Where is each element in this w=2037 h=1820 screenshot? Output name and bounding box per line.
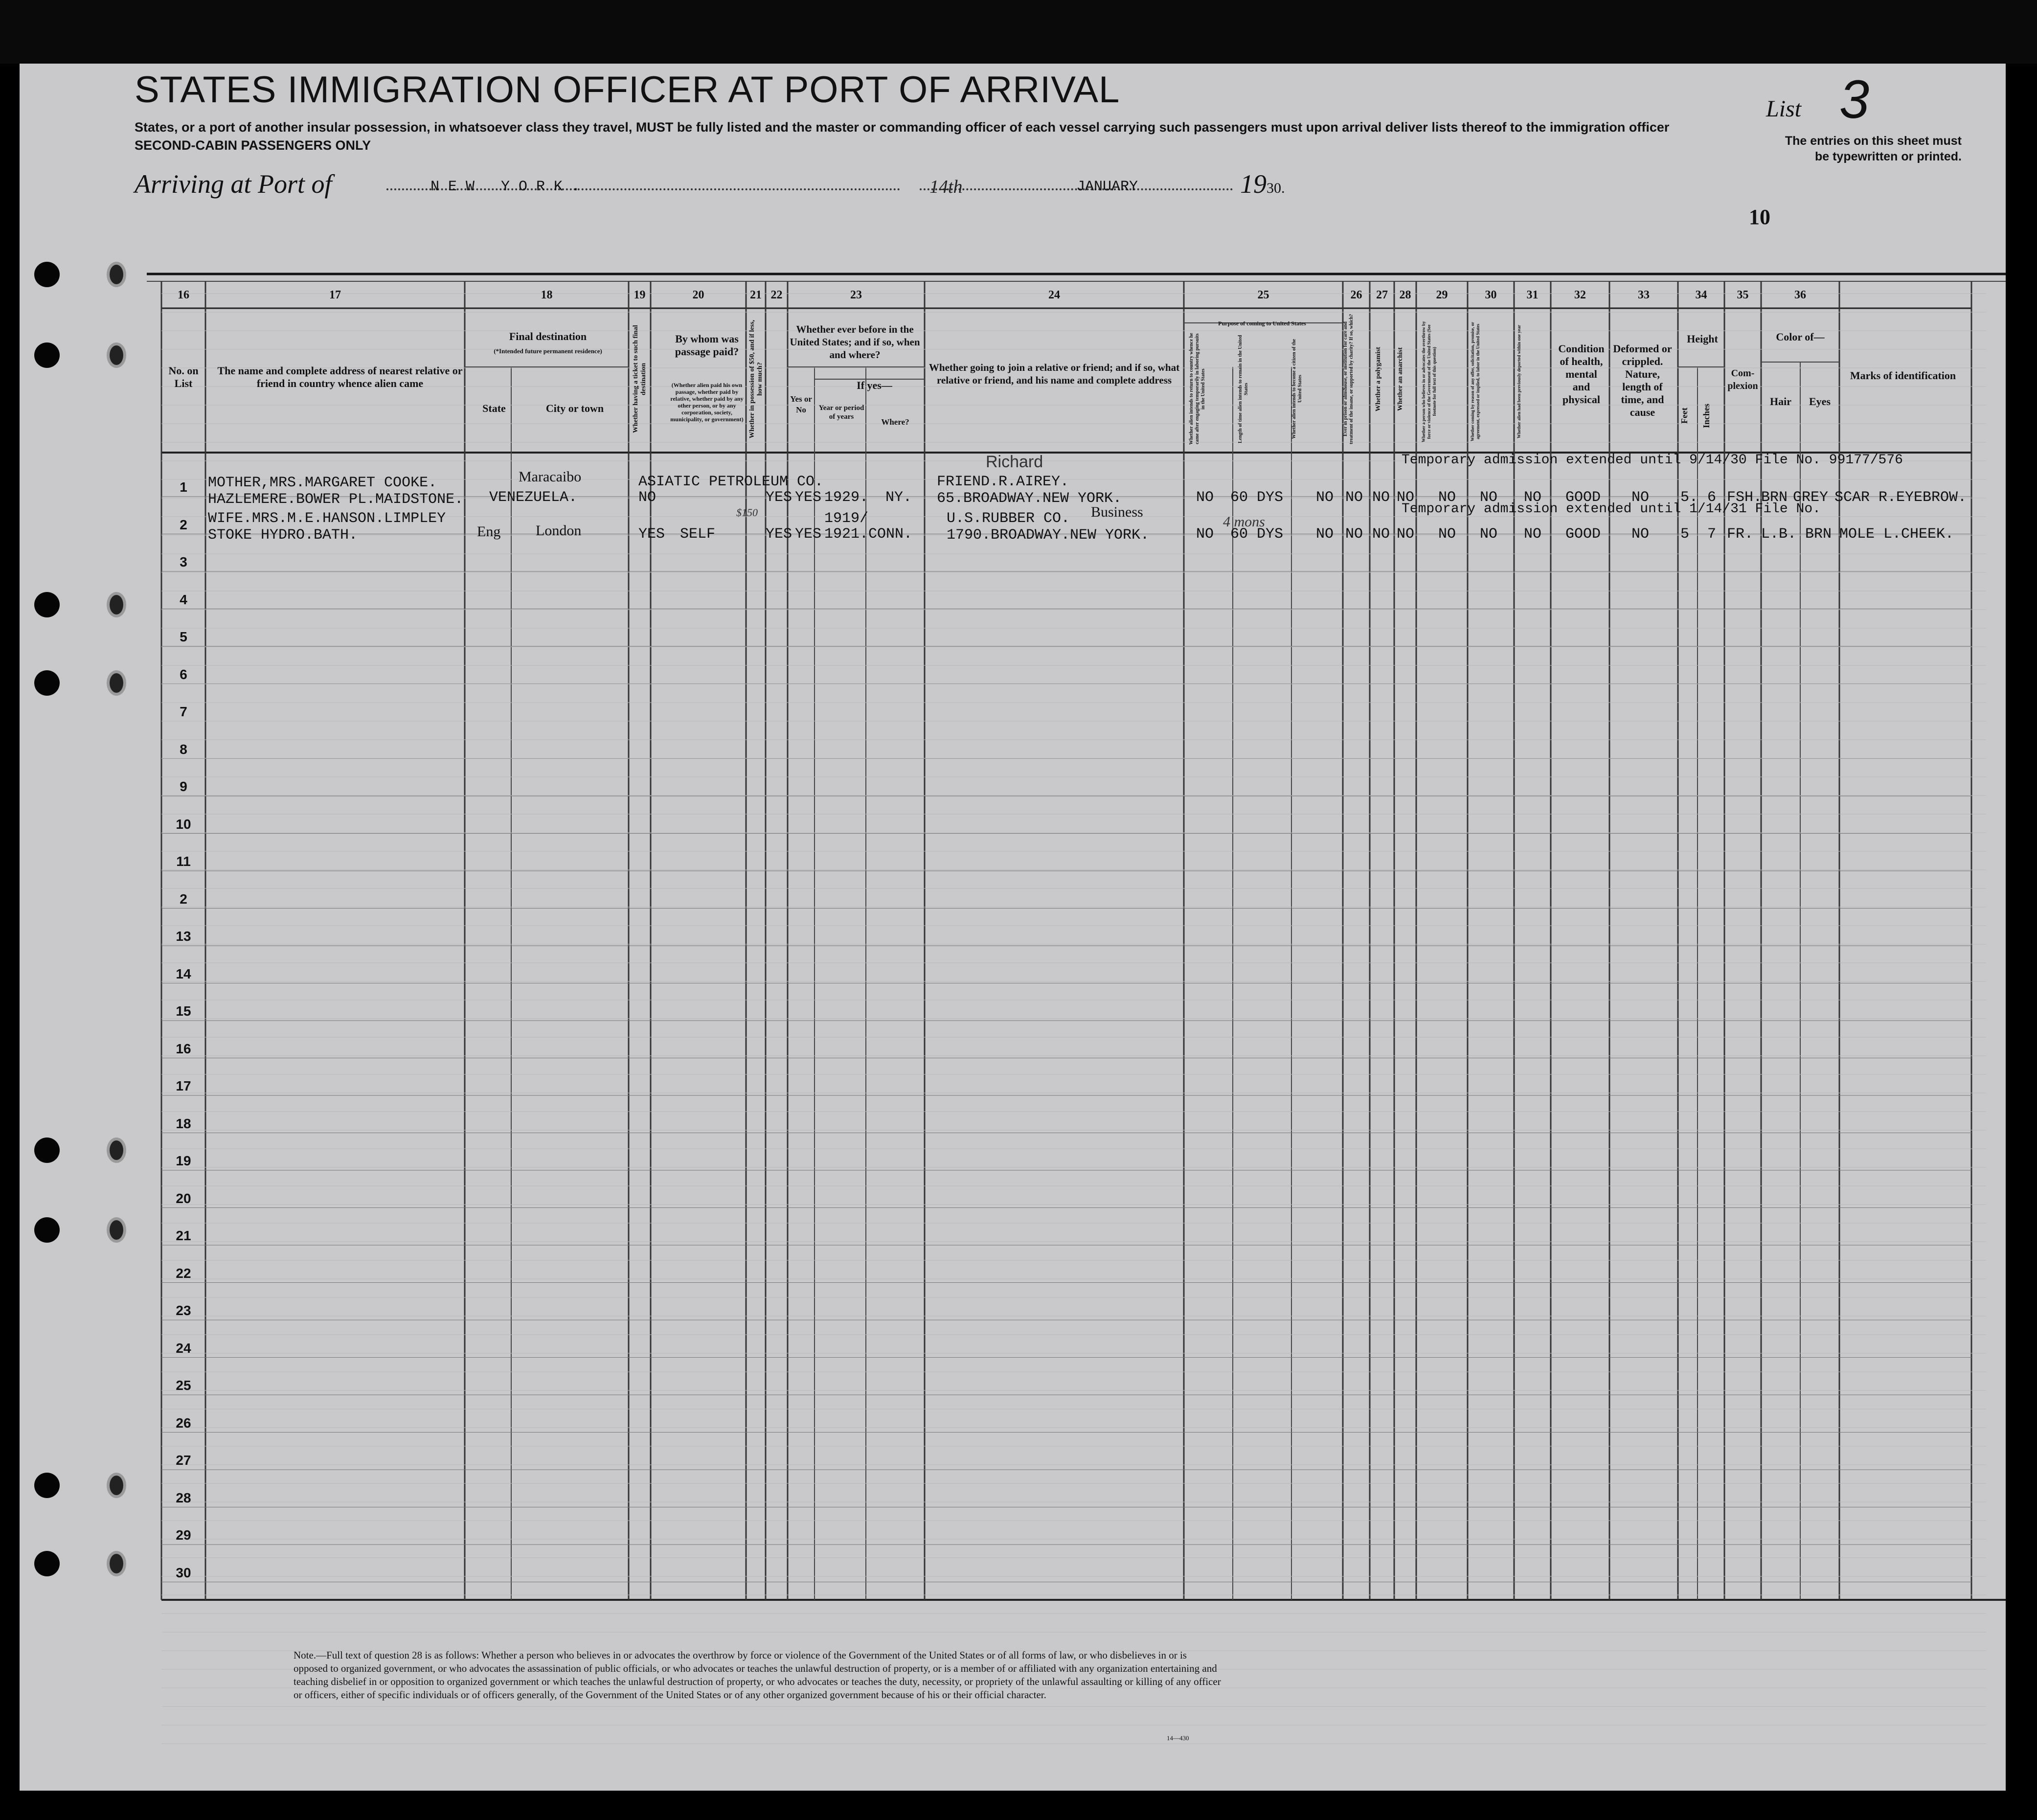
entry1-years: 1929.: [824, 489, 869, 506]
year-value: 1930.: [1240, 169, 1285, 199]
entry1-fifty: YES: [766, 489, 792, 506]
entry2-q27: NO: [1397, 526, 1415, 543]
entry2-feet: 5: [1680, 526, 1690, 543]
entry2-q29: NO: [1480, 526, 1498, 543]
column-number: 21: [750, 289, 762, 301]
header-where: Where?: [881, 417, 909, 427]
row-number: 20: [176, 1190, 191, 1206]
entry1-city: Maracaibo: [519, 469, 582, 485]
header-ever-before: Whether ever before in the United States; and if so, when and where?: [790, 323, 920, 361]
entry2-annotation: Temporary admission extended until 1/14/31 File No.: [1402, 501, 1821, 517]
row-number: 2: [180, 517, 187, 532]
row-number: 5: [180, 629, 187, 644]
header-ticket: Whether having a ticket to such final destination: [632, 325, 647, 433]
column-number: 35: [1737, 289, 1749, 301]
list-label: List: [1766, 96, 1802, 122]
column-number: 31: [1526, 289, 1539, 301]
entry2-passage: SELF: [680, 526, 716, 543]
entry2-health: GOOD: [1565, 526, 1601, 543]
entry1-q30: NO: [1524, 489, 1542, 506]
column-number: 19: [634, 289, 646, 301]
row-number: 6: [180, 666, 187, 682]
column-number: 29: [1436, 289, 1448, 301]
header-health: Condition of health, mental and physical: [1558, 342, 1605, 406]
entry1-ticket: NO: [638, 489, 656, 506]
entry1-ever-before: YES: [795, 489, 822, 506]
entry1-feet: 5.: [1680, 489, 1698, 506]
column-number: 28: [1399, 289, 1411, 301]
column-number: 17: [329, 289, 341, 301]
column-number: 20: [692, 289, 704, 301]
row-number: 27: [176, 1453, 191, 1468]
row-number: 25: [176, 1378, 191, 1393]
entry2-join-note: Business: [1091, 504, 1143, 520]
column-number: 23: [850, 289, 862, 301]
page-number: 10: [1749, 205, 1770, 229]
header-marks: Marks of identification: [1850, 369, 1956, 382]
header-no-on-list: No. on List: [168, 364, 199, 389]
header-prison: Ever in prison or almshouse, or institution for care and treatment of the insane, or supported by charity? If so, which?: [1343, 314, 1354, 445]
column-number: 36: [1794, 289, 1806, 301]
header-state: State: [482, 402, 506, 414]
row-number: 19: [176, 1153, 191, 1168]
entry2-marks: MOLE L.CHEEK.: [1839, 526, 1954, 543]
header-purpose-a: Whether alien intends to return to country whence he came after engaging temporarily in laboring pursuits in the United States: [1189, 333, 1206, 445]
column-number: 33: [1638, 289, 1650, 301]
column-number: 18: [541, 289, 553, 301]
entry1-q29: NO: [1480, 489, 1498, 506]
row-number: 4: [180, 592, 187, 607]
entry1-join-note: Richard: [986, 453, 1043, 471]
entry2-q24b: 60 DYS: [1230, 526, 1284, 543]
passenger-class: SECOND-CABIN PASSENGERS ONLY: [135, 138, 371, 153]
header-polygamist: Whether a polygamist: [1375, 347, 1382, 411]
header-inches: Inches: [1701, 404, 1711, 429]
row-number: 11: [176, 854, 191, 869]
column-number: 27: [1376, 289, 1388, 301]
header-purpose-b: Length of time alien intends to remain in the United States: [1238, 335, 1249, 443]
entry1-health: GOOD: [1565, 489, 1601, 506]
entry2-years: 1921.: [824, 526, 869, 543]
entry2-q28: NO: [1438, 526, 1456, 543]
entry1-q24c: NO: [1316, 489, 1334, 506]
entry1-join: FRIEND.R.AIREY. 65.BROADWAY.NEW YORK.: [937, 474, 1122, 507]
months-note: 4 mons: [1223, 514, 1265, 530]
header-q29: Whether coming by reason of any offer, solicitation, promise, or agreement, expressed or implied, to labor in the United States: [1470, 321, 1480, 442]
entry2-q24a: NO: [1196, 526, 1214, 543]
entry2-ticket: YES: [638, 526, 665, 543]
column-number: 16: [178, 289, 189, 301]
row-number: 22: [176, 1265, 191, 1281]
entry1-relative: MOTHER,MRS.MARGARET COOKE. HAZLEMERE.BOWER PL.MAIDSTONE.: [208, 475, 464, 508]
row-number: 1: [180, 479, 187, 495]
entry1-where: NY.: [885, 489, 912, 506]
entry1-inches: 6: [1707, 489, 1717, 506]
entry2-years-1: 1919/: [824, 510, 869, 527]
row-number: 2: [180, 891, 187, 907]
column-number: 22: [770, 289, 783, 301]
entry2-state: Eng: [477, 523, 501, 540]
row-number: 30: [176, 1565, 191, 1580]
header-q28: Whether a person who believes in or advocates the overthrow by force or violence of the Government of the United States (See footnote for full text of this question): [1421, 321, 1437, 442]
entry1-q24a: NO: [1196, 489, 1214, 506]
header-yes-no: Yes or No: [790, 394, 812, 414]
header-fifty-dollars: Whether in possession of $50, and if less, how much?: [748, 319, 764, 439]
entry1-annotation: Temporary admission extended until 9/14/30 File No. 99177/576: [1402, 453, 1903, 468]
row-number: 16: [176, 1041, 191, 1056]
row-number: 14: [176, 966, 191, 981]
entry2-q25: NO: [1345, 526, 1363, 543]
row-number: 18: [176, 1115, 191, 1131]
entry2-q30: NO: [1524, 526, 1542, 543]
entry1-eyes: GREY: [1793, 489, 1829, 506]
entry2-q24c: NO: [1316, 526, 1334, 543]
header-purpose-c: Whether alien intends to become a citizen of the United States: [1291, 339, 1303, 439]
header-final-destination: Final destination: [509, 330, 587, 342]
row-number: 21: [176, 1228, 191, 1243]
header-passage-paid: By whom was passage paid?: [675, 333, 739, 358]
column-number: 32: [1574, 289, 1586, 301]
entry1-hair: BRN: [1761, 489, 1788, 506]
column-number: 34: [1695, 289, 1707, 301]
entry1-q26: NO: [1372, 489, 1390, 506]
entry2-join: U.S.RUBBER CO. 1790.BROADWAY.NEW YORK.: [947, 510, 1150, 544]
row-number: 9: [180, 779, 187, 794]
entry1-marks: SCAR R.EYEBROW.: [1834, 489, 1967, 506]
header-deformed: Deformed or crippled. Nature, length of time, and cause: [1613, 342, 1672, 418]
header-height: Height: [1687, 333, 1718, 345]
entry2-q26: NO: [1372, 526, 1390, 543]
form-intro: States, or a port of another insular possession, in whatsoever class they travel, MUST be fully listed and the master or commanding officer of each vessel carrying such passengers must upon arrival deliver lists thereof to the immigration officer: [135, 120, 1670, 135]
header-purpose: Purpose of coming to United States: [1218, 320, 1306, 327]
entry1-state: VENEZUELA.: [489, 489, 578, 506]
header-anarchist: Whether an anarchist: [1397, 347, 1404, 411]
entry2-where: CONN.: [868, 526, 913, 543]
row-number: 24: [176, 1340, 191, 1356]
header-nearest-relative: The name and complete address of nearest relative or friend in country whence alien came: [217, 364, 463, 389]
row-number: 29: [176, 1527, 191, 1543]
entry2-complexion: FR.: [1727, 526, 1754, 543]
row-number: 28: [176, 1490, 191, 1505]
column-number: 24: [1048, 289, 1060, 301]
row-number: 13: [176, 929, 191, 944]
form-number: 14—430: [1167, 1734, 1189, 1742]
entry2-relative: WIFE.MRS.M.E.HANSON.LIMPLEY STOKE HYDRO.BATH.: [208, 510, 446, 544]
row-number: 26: [176, 1415, 191, 1431]
row-number: 8: [180, 741, 187, 757]
row-number: 7: [180, 704, 187, 719]
fifty-note: $150: [736, 506, 758, 519]
entry1-q27: NO: [1397, 489, 1415, 506]
entry1-q28: NO: [1438, 489, 1456, 506]
column-number: 26: [1350, 289, 1362, 301]
header-city: City or town: [545, 402, 604, 414]
entry1-q24b: 60 DYS: [1230, 489, 1284, 506]
day-value: 14th: [929, 177, 963, 197]
arriving-label: Arriving at Port of: [135, 169, 332, 199]
header-feet: Feet: [1679, 408, 1689, 424]
header-hair: Hair: [1770, 395, 1791, 408]
header-eyes: Eyes: [1809, 395, 1831, 408]
entry1-deformed: NO: [1631, 489, 1650, 506]
entry2-ever-before: YES: [795, 526, 822, 543]
entry2-deformed: NO: [1631, 526, 1650, 543]
list-number: 3: [1839, 69, 1870, 130]
header-passage-paid-sub: (Whether alien paid his own passage, whether paid by relative, whether paid by any other person, or by any corporation, society, municipality, or government): [670, 382, 744, 423]
header-final-destination-sub: (*Intended future permanent residence): [494, 347, 602, 355]
entry2-inches: 7: [1707, 526, 1717, 543]
row-number: 10: [176, 816, 191, 832]
entry2-eyes: BRN: [1805, 526, 1832, 543]
header-if-yes: If yes—: [857, 379, 892, 391]
entry2-hair: L.B.: [1761, 526, 1797, 543]
month-value: JANUARY: [1076, 179, 1138, 195]
footnote: Note.—Full text of question 28 is as follows: Whether a person who believes in or advocates the overthrow by force or violence of the Government of the United States or of all forms of law, or who disbelieves in or is opposed to organized government, or who advocates the assassination of public officials, or who advocates or teaches the unlawful destruction of property, or is a member of or affiliated with any organization entertaining and teaching disbelief in or opposition to organized government or which teaches the unlawful destruction of property, or who advocates or teaches the duty, necessity, or propriety of the unlawful assaulting or killing of any officer or officers, either of specific individuals or of officers generally, of the Government of the United States or of any other organized government because of his or their official character.: [294, 1649, 1221, 1701]
column-number: 30: [1485, 289, 1497, 301]
port-value: NEW YORK.: [430, 179, 589, 195]
row-number: 23: [176, 1303, 191, 1318]
form-title: STATES IMMIGRATION OFFICER AT PORT OF ARRIVAL: [135, 69, 1120, 111]
entry2-city: London: [536, 523, 582, 539]
column-number: 25: [1257, 289, 1269, 301]
entry2-fifty: YES: [766, 526, 792, 543]
header-year-period: Year or period of years: [818, 404, 864, 421]
header-join-relative: Whether going to join a relative or friend; and if so, what relative or friend, and his name and complete address: [928, 362, 1180, 386]
entry1-q25: NO: [1345, 489, 1363, 506]
header-color-of: Color of—: [1776, 331, 1825, 343]
row-number: 17: [176, 1078, 191, 1093]
entry1-complexion: FSH.: [1727, 489, 1763, 506]
row-number: 15: [176, 1003, 191, 1019]
header-q30: Whether alien had been previously deported within one year: [1516, 324, 1521, 439]
entry1-passage: ASIATIC PETROLEUM CO.: [638, 474, 824, 490]
row-number: 3: [180, 554, 187, 569]
entries-note: The entries on this sheet must be typewritten or printed.: [1785, 134, 1962, 163]
header-complexion: Com- plexion: [1727, 368, 1758, 391]
